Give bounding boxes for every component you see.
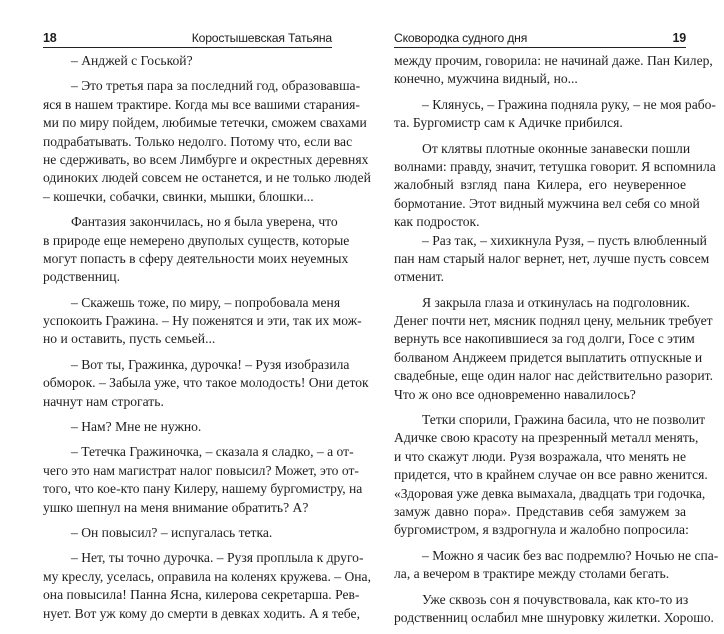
paragraph xyxy=(394,411,708,540)
paragraph xyxy=(394,52,713,89)
text-line: нует. Вот уж кому до смерти в девках ходить. А я тебе, xyxy=(43,605,360,621)
page-number: 19 xyxy=(672,31,686,45)
page-number: 18 xyxy=(43,31,57,45)
text-line: Денег почти нет, мясник поднял цену, мельник требует xyxy=(394,313,713,329)
text-line: яся в нашем трактире. Когда мы все вашими старания- xyxy=(43,96,360,112)
paragraph xyxy=(394,96,716,133)
text-line: «Здоровая уже девка вымахала, двадцать три годочка, xyxy=(394,485,706,501)
text-line: Я закрыла глаза и откинулась на подголовник. xyxy=(422,294,690,310)
paragraph xyxy=(394,547,719,584)
text-line: ушко шепнул на меня внимание обратить? А? xyxy=(43,499,309,515)
text-line: пан нам старый налог вернет, нет, лучше пусть совсем xyxy=(394,250,710,266)
page-body xyxy=(43,52,371,630)
text-line: – Скажешь тоже, по миру, – попробовала меня xyxy=(71,294,341,310)
text-line: волнами: правду, значит, тетушка говорит. Я вспомнила xyxy=(394,158,716,174)
text-line: свадебные, еще один налог нас действительно разорит. xyxy=(394,368,713,384)
text-line: подрабатывать. Только недолго. Потому что, если вас xyxy=(43,133,353,149)
text-line: – Анджей с Госькой? xyxy=(71,53,193,68)
text-line: Уже сквозь сон я почувствовала, как кто-то из xyxy=(422,591,689,607)
text-line: отменит. xyxy=(394,269,445,285)
paragraph xyxy=(394,591,714,628)
text-line: замуж давно пора». Представив себя замужем за xyxy=(394,503,686,519)
right-page xyxy=(394,0,719,625)
text-line: того, что кое-кто пану Килеру, нашему бургомистру, на xyxy=(43,481,363,497)
paragraph xyxy=(43,52,332,70)
text-line: как подросток. xyxy=(394,214,480,230)
text-line: могут попасть в сферу деятельности моих неуемных xyxy=(43,250,349,266)
text-line: придется, что в крайнем случае он все равно женится. xyxy=(394,467,708,483)
text-line: ла, а вечером в трактире между столами бегать. xyxy=(394,566,670,582)
text-line: Фантазия закончилась, но я была уверена, что xyxy=(71,214,338,230)
text-line: та. Бургомистр сам к Адичке прибился. xyxy=(394,115,623,131)
text-line: жалобный взгляд пана Килера, его неуверенное xyxy=(394,177,686,193)
text-line: но и оставить, пусть семьей... xyxy=(43,331,216,347)
running-header-author: Коростышевская Татьяна xyxy=(191,31,332,45)
page-header xyxy=(43,27,332,48)
text-line: От клятвы плотные оконные занавески пошли xyxy=(422,140,691,156)
text-line: – Это третья пара за последний год, образовавша- xyxy=(71,78,361,94)
paragraph xyxy=(394,140,716,232)
text-line: – Нам? Мне не нужно. xyxy=(71,419,202,435)
paragraph xyxy=(43,294,362,349)
text-line: она повысила! Панна Ясна, килерова секретарша. Рев- xyxy=(43,587,360,603)
text-line: болваном Анджеем придется выплатить отпускные и xyxy=(394,349,703,365)
text-line: бормотание. Этот видный мужчина вел себя со мной xyxy=(394,195,700,211)
paragraph xyxy=(394,232,710,287)
text-line: бургомистром, я вздрогнула и жалобно попросила: xyxy=(394,522,689,538)
text-line: между прочим, говорила: не начинай даже. Пан Килер, xyxy=(394,53,713,68)
running-header-title: Сковородка судного дня xyxy=(394,31,528,45)
text-line: успокоить Гражина. – Ну поженятся и эти, так их мож- xyxy=(43,313,362,329)
paragraph xyxy=(43,549,371,623)
page-header xyxy=(394,27,686,48)
text-line: и что скажут люди. Рузя возражала, что менять не xyxy=(394,448,686,464)
text-line: – Клянусь, – Гражина подняла руку, – не моя рабо- xyxy=(422,96,716,112)
text-line: родственниц. xyxy=(43,269,120,285)
text-line: – кошечки, собачки, свинки, мышки, блошки... xyxy=(43,188,314,204)
left-page xyxy=(43,0,371,621)
paragraph xyxy=(43,77,371,206)
paragraph xyxy=(394,294,713,404)
text-line: родственниц ослабил мне шнуровку жилетки. Хорошо. xyxy=(394,609,714,625)
text-line: в природе еще немерено двуполых существ, которые xyxy=(43,232,350,248)
text-line: ми по миру пойдем, любимые тетечки, сможем свахами xyxy=(43,115,367,131)
paragraph xyxy=(43,356,369,411)
text-line: – Можно я часик без вас подремлю? Ночью не спа- xyxy=(422,547,719,563)
page-body xyxy=(394,52,719,634)
text-line: му креслу, уселась, оправила на коленях кружева. – Она, xyxy=(43,568,371,584)
text-line: конечно, мужчина видный, но... xyxy=(394,71,578,87)
text-line: – Он повысил? – испугалась тетка. xyxy=(71,524,273,540)
text-line: начнут нам строгать. xyxy=(43,393,164,409)
text-line: не сдерживать, во всем Лимбурге и окрестных деревнях xyxy=(43,151,369,167)
text-line: Адичке свою красоту на презренный металл менять, xyxy=(394,430,699,446)
text-line: – Нет, ты точно дурочка. – Рузя проплыла к друго- xyxy=(71,550,364,566)
text-line: – Вот ты, Гражинка, дурочка! – Рузя изобразила xyxy=(71,356,350,372)
text-line: – Раз так, – хихикнула Рузя, – пусть влюбленный xyxy=(422,232,707,248)
paragraph xyxy=(43,213,350,287)
paragraph xyxy=(43,443,363,517)
text-line: – Тетечка Гражиночка, – сказала я сладко, – а от- xyxy=(71,444,354,460)
text-line: одиноких людей совсем не останется, и не только людей xyxy=(43,170,371,186)
text-line: вернуть все накопившиеся за год долги, Госе с этим xyxy=(394,331,695,347)
text-line: Тетки спорили, Гражина басила, что не позволит xyxy=(422,412,706,428)
text-line: чего это нам магистрат налог повысил? Может, это от- xyxy=(43,462,359,478)
text-line: обморок. – Забыла уже, что такое молодость! Они деток xyxy=(43,375,369,391)
paragraph xyxy=(43,418,332,436)
text-line: Что ж оно все одновременно навалилось? xyxy=(394,386,636,402)
